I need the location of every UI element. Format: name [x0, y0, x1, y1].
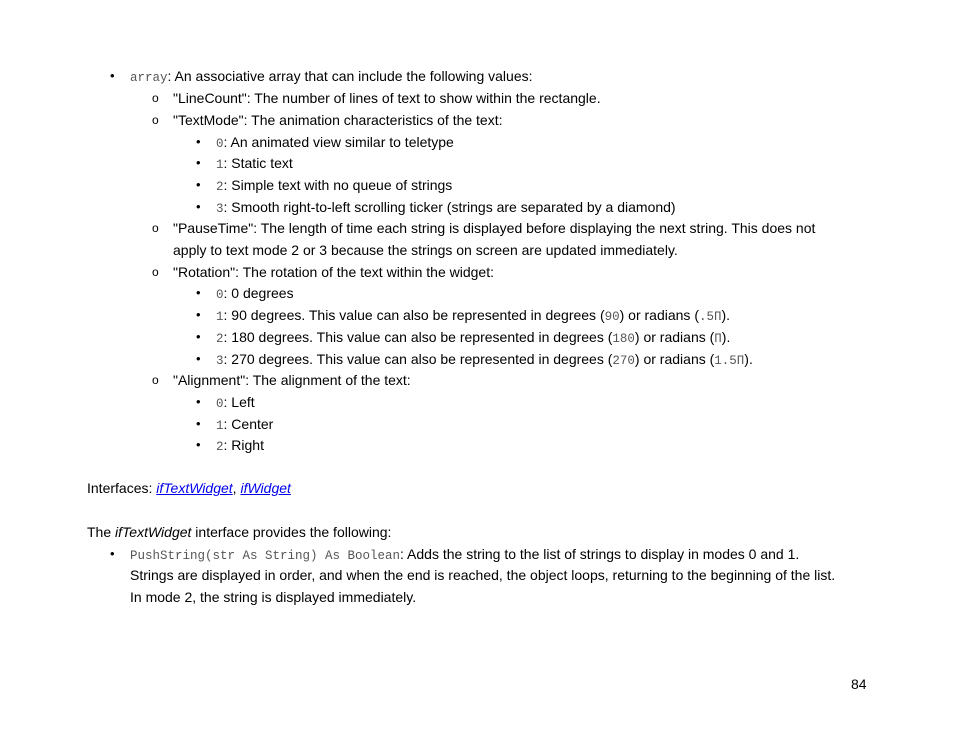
item-text: ) or radians ( — [619, 307, 699, 323]
rotation-option — [216, 306, 730, 326]
page-number: 84 — [851, 676, 867, 692]
circle-bullet: o — [152, 373, 159, 387]
bullet-marker: • — [196, 394, 201, 409]
textmode-option — [216, 198, 676, 218]
code-term: 2 — [216, 180, 224, 194]
code-term: 2 — [216, 332, 224, 346]
item-text: ). — [721, 307, 731, 323]
item-text: : Simple text with no queue of strings — [223, 177, 453, 193]
rotation-item: "Rotation": The rotation of the text within the widget: — [173, 264, 494, 280]
bullet-marker: • — [196, 177, 201, 192]
item-text: ) or radians ( — [634, 329, 715, 345]
circle-bullet: o — [152, 91, 159, 105]
item-text: : Right — [223, 437, 264, 453]
separator: , — [232, 480, 241, 496]
alignment-item: "Alignment": The alignment of the text: — [173, 372, 411, 388]
pushstring-line1 — [130, 545, 799, 565]
bullet-marker: • — [196, 307, 201, 322]
bullet-marker: • — [196, 351, 201, 366]
ifwidget-link[interactable]: ifWidget — [240, 480, 291, 496]
bullet-marker: • — [196, 329, 201, 344]
interface-intro — [87, 523, 391, 541]
code-term: 0 — [216, 397, 224, 411]
bullet-marker: • — [196, 285, 201, 300]
bullet-marker: • — [196, 437, 201, 452]
circle-bullet: o — [152, 113, 159, 127]
pausetime-line1: "PauseTime": The length of time each string is displayed before displaying the next string. This does not — [173, 220, 816, 236]
textmode-option — [216, 133, 454, 153]
bullet-marker: • — [196, 134, 201, 149]
bullet-marker: • — [110, 68, 115, 83]
item-text: : Adds the string to the list of strings to display in modes 0 and 1. — [400, 546, 800, 562]
item-text: ). — [744, 351, 753, 367]
textmode-option — [216, 176, 452, 196]
pushstring-line3: In mode 2, the string is displayed immediately. — [130, 589, 417, 605]
item-text: ). — [721, 329, 731, 345]
intro-text: interface provides the following: — [191, 524, 392, 540]
circle-bullet: o — [152, 265, 159, 279]
code-term: 3 — [216, 202, 224, 216]
interface-name: ifTextWidget — [115, 524, 192, 540]
item-text: : An associative array that can include the following values: — [167, 68, 533, 84]
code-term: 1 — [216, 158, 224, 172]
radians-value: Π — [714, 332, 722, 346]
code-term: 0 — [216, 137, 224, 151]
degrees-value: 90 — [604, 310, 620, 324]
code-term: array — [130, 71, 168, 85]
textmode-item: "TextMode": The animation characteristics of the text: — [173, 112, 503, 128]
radians-value: .5Π — [698, 310, 722, 324]
array-item — [130, 67, 533, 87]
bullet-marker: • — [196, 155, 201, 170]
item-text: : An animated view similar to teletype — [223, 134, 454, 150]
textmode-option — [216, 154, 293, 174]
code-term: 3 — [216, 354, 224, 368]
iftextwidget-link[interactable]: ifTextWidget — [156, 480, 233, 496]
code-term: 1 — [216, 419, 224, 433]
pushstring-line2: Strings are displayed in order, and when the end is reached, the object loops, returning to the beginning of the list. — [130, 567, 836, 583]
item-text: : 270 degrees. This value can also be represented in degrees ( — [223, 351, 613, 367]
bullet-marker: • — [110, 546, 115, 561]
rotation-option — [216, 328, 730, 348]
bullet-marker: • — [196, 199, 201, 214]
item-text: : Smooth right-to-left scrolling ticker (strings are separated by a diamond) — [223, 199, 676, 215]
rotation-option — [216, 350, 753, 370]
intro-text: The — [87, 524, 116, 540]
method-signature: PushString(str As String) As Boolean — [130, 549, 401, 563]
item-text: : 90 degrees. This value can also be represented in degrees ( — [223, 307, 605, 323]
code-term: 0 — [216, 288, 224, 302]
bullet-marker: • — [196, 416, 201, 431]
alignment-option — [216, 436, 264, 456]
alignment-option — [216, 393, 255, 413]
item-text: : Static text — [223, 155, 293, 171]
item-text: : Left — [223, 394, 255, 410]
interfaces-line — [87, 479, 291, 497]
rotation-option — [216, 284, 294, 304]
interfaces-label: Interfaces: — [87, 480, 157, 496]
item-text: : 180 degrees. This value can also be represented in degrees ( — [223, 329, 613, 345]
radians-value: 1.5Π — [714, 354, 745, 368]
item-text: : Center — [223, 416, 274, 432]
circle-bullet: o — [152, 221, 159, 235]
item-text: : 0 degrees — [223, 285, 294, 301]
item-text: ) or radians ( — [634, 351, 715, 367]
pausetime-line2: apply to text mode 2 or 3 because the strings on screen are updated immediately. — [173, 242, 678, 258]
code-term: 2 — [216, 440, 224, 454]
degrees-value: 270 — [612, 354, 635, 368]
alignment-option — [216, 415, 273, 435]
code-term: 1 — [216, 310, 224, 324]
degrees-value: 180 — [612, 332, 635, 346]
linecount-item: "LineCount": The number of lines of text to show within the rectangle. — [173, 90, 601, 106]
